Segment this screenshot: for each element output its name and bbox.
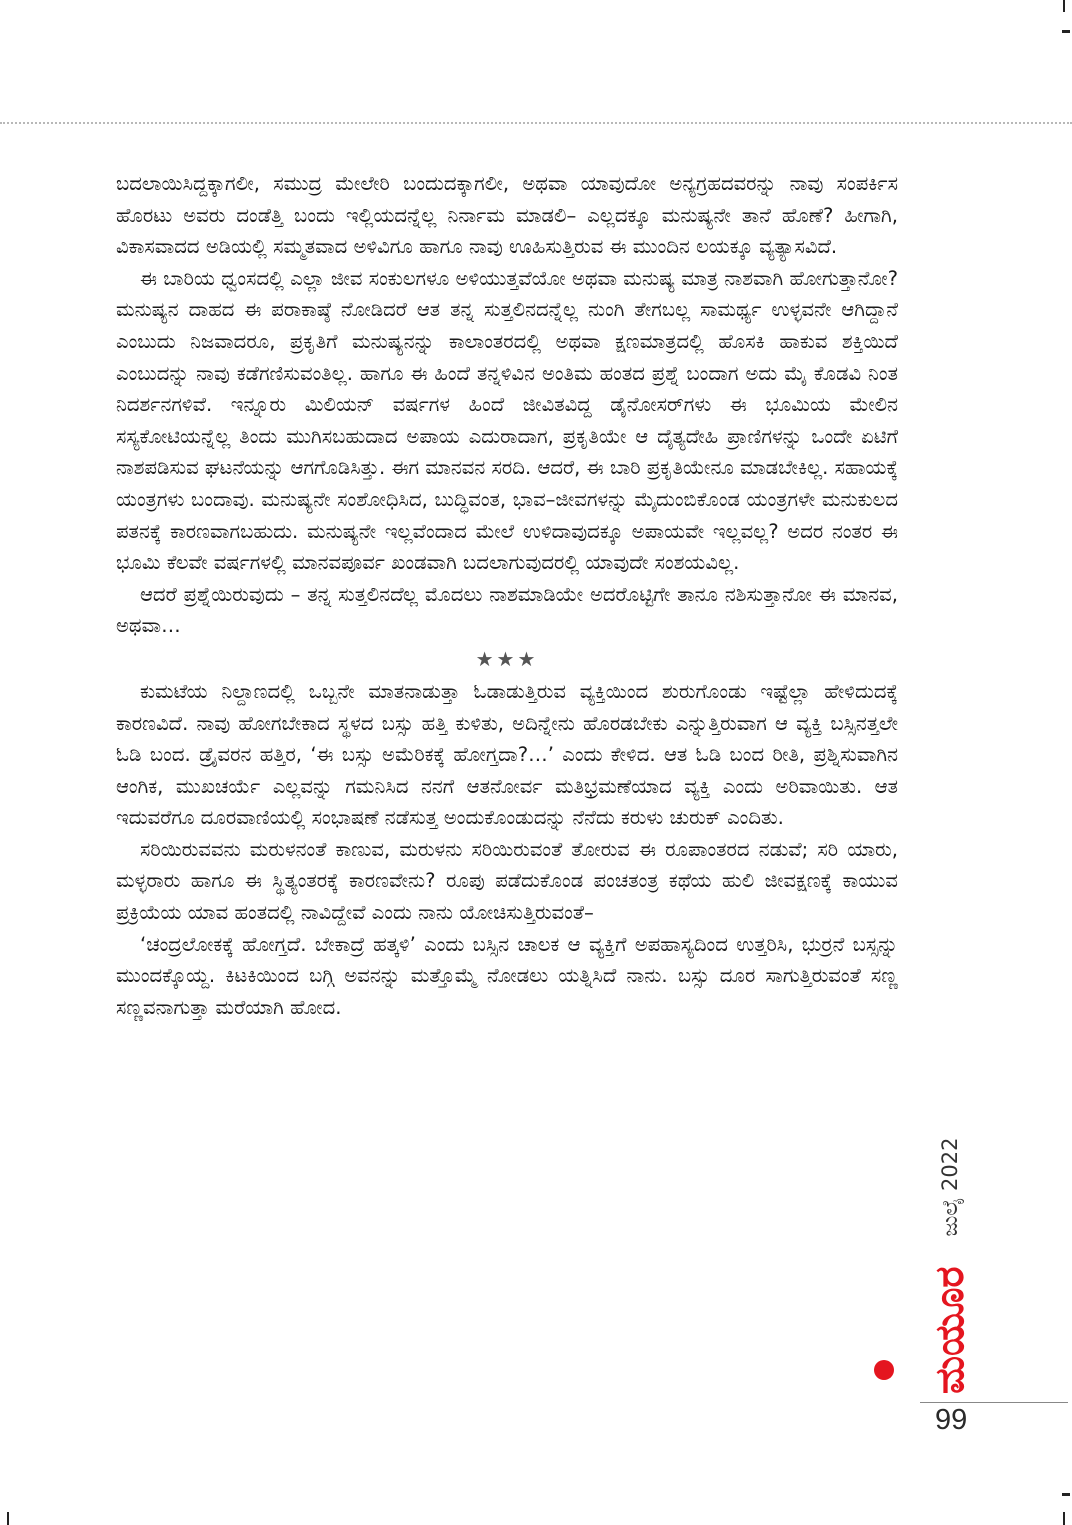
crop-mark-bottom: [1063, 1512, 1065, 1525]
crop-mark-bottom-right: [1062, 1493, 1070, 1496]
article-paragraph: ಬದಲಾಯಿಸಿದ್ದಕ್ಕಾಗಲೀ, ಸಮುದ್ರ ಮೇಲೇರಿ ಬಂದುದಕ್ಕಾಗಲೀ, ಅಥವಾ ಯಾವುದೋ ಅನ್ಯಗ್ರಹದವರನ್ನು ನಾವು ಸಂಪರ್ಕಿಸ ಹೊರಟು ಅವರು ದಂಡೆತ್ತಿ ಬಂದು ಇಲ್ಲಿಯದನ್ನೆಲ್ಲ ನಿರ್ನಾಮ ಮಾಡಲಿ– ಎಲ್ಲದಕ್ಕೂ ಮನುಷ್ಯನೇ ತಾನೆ ಹೊಣೆ? ಹೀಗಾಗಿ, ವಿಕಾಸವಾದದ ಅಡಿಯಲ್ಲಿ ಸಮ್ಮತವಾದ ಅಳಿವಿಗೂ ಹಾಗೂ ನಾವು ಊಹಿಸುತ್ತಿರುವ ಈ ಮುಂದಿನ ಲಯಕ್ಕೂ ವ್ಯತ್ಯಾಸವಿದೆ.: [116, 172, 898, 259]
article-paragraph: ಕುಮಟೆಯ ನಿಲ್ದಾಣದಲ್ಲಿ ಒಬ್ಬನೇ ಮಾತನಾಡುತ್ತಾ ಓಡಾಡುತ್ತಿರುವ ವ್ಯಕ್ತಿಯಿಂದ ಶುರುಗೊಂಡು ಇಷ್ಟೆಲ್ಲಾ ಹೇಳಿದುದಕ್ಕೆ ಕಾರಣವಿದೆ. ನಾವು ಹೋಗಬೇಕಾದ ಸ್ಥಳದ ಬಸ್ಸು ಹತ್ತಿ ಕುಳಿತು, ಅದಿನ್ನೇನು ಹೊರಡಬೇಕು ಎನ್ನುತ್ತಿರುವಾಗ ಆ ವ್ಯಕ್ತಿ ಬಸ್ಸಿನತ್ತಲೇ ಓಡಿ ಬಂದ. ಡ್ರೈವರನ ಹತ್ತಿರ, ‘ಈ ಬಸ್ಸು ಅಮೆರಿಕಕ್ಕೆ ಹೋಗ್ತದಾ?…’ ಎಂದು ಕೇಳಿದ. ಆತ ಓಡಿ ಬಂದ ರೀತಿ, ಪ್ರಶ್ನಿಸುವಾಗಿನ ಆಂಗಿಕ, ಮುಖಚರ್ಯೆ ಎಲ್ಲವನ್ನು ಗಮನಿಸಿದ ನನಗೆ ಆತನೋರ್ವ ಮತಿಭ್ರಮಣೆಯಾದ ವ್ಯಕ್ತಿ ಎಂದು ಅರಿವಾಯಿತು. ಆತ ಇದುವರೆಗೂ ದೂರವಾಣಿಯಲ್ಲಿ ಸಂಭಾಷಣೆ ನಡೆಸುತ್ತ ಅಂದುಕೊಂಡುದನ್ನು ನೆನೆದು ಕರುಳು ಚುರುಕ್ ಎಂದಿತು.: [116, 679, 898, 830]
article-body: [116, 168, 898, 1023]
article-paragraph: ಈ ಬಾರಿಯ ಧ್ವಂಸದಲ್ಲಿ ಎಲ್ಲಾ ಜೀವ ಸಂಕುಲಗಳೂ ಅಳಿಯುತ್ತವೆಯೋ ಅಥವಾ ಮನುಷ್ಯ ಮಾತ್ರ ನಾಶವಾಗಿ ಹೋಗುತ್ತಾನೋ? ಮನುಷ್ಯನ ದಾಹದ ಈ ಪರಾಕಾಷ್ಠೆ ನೋಡಿದರೆ ಆತ ತನ್ನ ಸುತ್ತಲಿನದನ್ನೆಲ್ಲ ನುಂಗಿ ತೇಗಬಲ್ಲ ಸಾಮರ್ಥ್ಯ ಉಳ್ಳವನೇ ಆಗಿದ್ದಾನೆ ಎಂಬುದು ನಿಜವಾದರೂ, ಪ್ರಕೃತಿಗೆ ಮನುಷ್ಯನನ್ನು ಕಾಲಾಂತರದಲ್ಲಿ ಅಥವಾ ಕ್ಷಣಮಾತ್ರದಲ್ಲಿ ಹೊಸಕಿ ಹಾಕುವ ಶಕ್ತಿಯಿದೆ ಎಂಬುದನ್ನು ನಾವು ಕಡೆಗಣಿಸುವಂತಿಲ್ಲ. ಹಾಗೂ ಈ ಹಿಂದೆ ತನ್ನಳಿವಿನ ಅಂತಿಮ ಹಂತದ ಪ್ರಶ್ನೆ ಬಂದಾಗ ಅದು ಮೈ ಕೊಡವಿ ನಿಂತ ನಿದರ್ಶನಗಳಿವೆ. ಇನ್ನೂರು ಮಿಲಿಯನ್ ವರ್ಷಗಳ ಹಿಂದೆ ಜೀವಿತವಿದ್ದ ಡೈನೋಸರ್‌ಗಳು ಈ ಭೂಮಿಯ ಮೇಲಿನ ಸಸ್ಯಕೋಟಿಯನ್ನೆಲ್ಲ ತಿಂದು ಮುಗಿಸಬಹುದಾದ ಅಪಾಯ ಎದುರಾದಾಗ, ಪ್ರಕೃತಿಯೇ ಆ ದೈತ್ಯದೇಹಿ ಪ್ರಾಣಿಗಳನ್ನು ಒಂದೇ ಏಟಿಗೆ ನಾಶಪಡಿಸುವ ಘಟನೆಯನ್ನು ಆಗಗೊಡಿಸಿತ್ತು. ಈಗ ಮಾನವನ ಸರದಿ. ಆದರೆ, ಈ ಬಾರಿ ಪ್ರಕೃತಿಯೇನೂ ಮಾಡಬೇಕಿಲ್ಲ. ಸಹಾಯಕ್ಕೆ ಯಂತ್ರಗಳು ಬಂದಾವು. ಮನುಷ್ಯನೇ ಸಂಶೋಧಿಸಿದ, ಬುದ್ಧಿವಂತ, ಭಾವ–ಜೀವಗಳನ್ನು ಮೈದುಂಬಿಕೊಂಡ ಯಂತ್ರಗಳೇ ಮನುಕುಲದ ಪತನಕ್ಕೆ ಕಾರಣವಾಗಬಹುದು. ಮನುಷ್ಯನೇ ಇಲ್ಲವೆಂದಾದ ಮೇಲೆ ಉಳಿದಾವುದಕ್ಕೂ ಅಪಾಯವೇ ಇಲ್ಲವಲ್ಲ? ಅದರ ನಂತರ ಈ ಭೂಮಿ ಕೆಲವೇ ವರ್ಷಗಳಲ್ಲಿ ಮಾನವಪೂರ್ವ ಖಂಡವಾಗಿ ಬದಲಾಗುವುದರಲ್ಲಿ ಯಾವುದೇ ಸಂಶಯವಿಲ್ಲ.: [116, 266, 898, 575]
magazine-side-label: [905, 1075, 995, 1400]
crop-mark-bottom-left: [7, 1512, 9, 1525]
end-of-article-dot: [874, 1360, 894, 1380]
page-number: 99: [935, 1404, 968, 1436]
crop-mark-top-right: [1062, 30, 1070, 33]
magazine-name: ಮಯೂರ: [927, 1266, 973, 1394]
issue-date: ಜುಲೈ 2022: [937, 1137, 962, 1237]
article-paragraph: ಆದರೆ ಪ್ರಶ್ನೆಯಿರುವುದು – ತನ್ನ ಸುತ್ತಲಿನದೆಲ್ಲ ಮೊದಲು ನಾಶಮಾಡಿಯೇ ಅದರೊಟ್ಟಿಗೇ ತಾನೂ ನಶಿಸುತ್ತಾನೋ ಈ ಮಾನವ, ಅಥವಾ…: [116, 582, 898, 638]
footer-rule: [920, 1402, 1068, 1403]
section-separator: ★★★: [475, 646, 539, 671]
article-paragraph: ‘ಚಂದ್ರಲೋಕಕ್ಕೆ ಹೋಗ್ತದೆ. ಬೇಕಾದ್ರೆ ಹತ್ಕಳಿ’ ಎಂದು ಬಸ್ಸಿನ ಚಾಲಕ ಆ ವ್ಯಕ್ತಿಗೆ ಅಪಹಾಸ್ಯದಿಂದ ಉತ್ತರಿಸಿ, ಭುರ್ರನೆ ಬಸ್ಸನ್ನು ಮುಂದಕ್ಕೊಯ್ದ. ಕಿಟಕಿಯಿಂದ ಬಗ್ಗಿ ಅವನನ್ನು ಮತ್ತೊಮ್ಮೆ ನೋಡಲು ಯತ್ನಿಸಿದೆ ನಾನು. ಬಸ್ಸು ದೂರ ಸಾಗುತ್ತಿರುವಂತೆ ಸಣ್ಣ ಸಣ್ಣವನಾಗುತ್ತಾ ಮರೆಯಾಗಿ ಹೋದ.: [116, 932, 898, 1019]
article-paragraph: ಸರಿಯಿರುವವನು ಮರುಳನಂತೆ ಕಾಣುವ, ಮರುಳನು ಸರಿಯಿರುವಂತೆ ತೋರುವ ಈ ರೂಪಾಂತರದ ನಡುವೆ; ಸರಿ ಯಾರು, ಮಳ್ಳರಾರು ಹಾಗೂ ಈ ಸ್ಥಿತ್ಯಂತರಕ್ಕೆ ಕಾರಣವೇನು? ರೂಪು ಪಡೆದುಕೊಂಡ ಪಂಚತಂತ್ರ ಕಥೆಯ ಹುಲಿ ಜೀವಕ್ಷಣಕ್ಕೆ ಕಾಯುವ ಪ್ರಕ್ರಿಯೆಯ ಯಾವ ಹಂತದಲ್ಲಿ ನಾವಿದ್ದೇವೆ ಎಂದು ನಾನು ಯೋಚಿಸುತ್ತಿರುವಂತೆ–: [116, 837, 898, 925]
header-dotted-rule: [0, 122, 1072, 124]
crop-mark-top: [1063, 0, 1065, 12]
